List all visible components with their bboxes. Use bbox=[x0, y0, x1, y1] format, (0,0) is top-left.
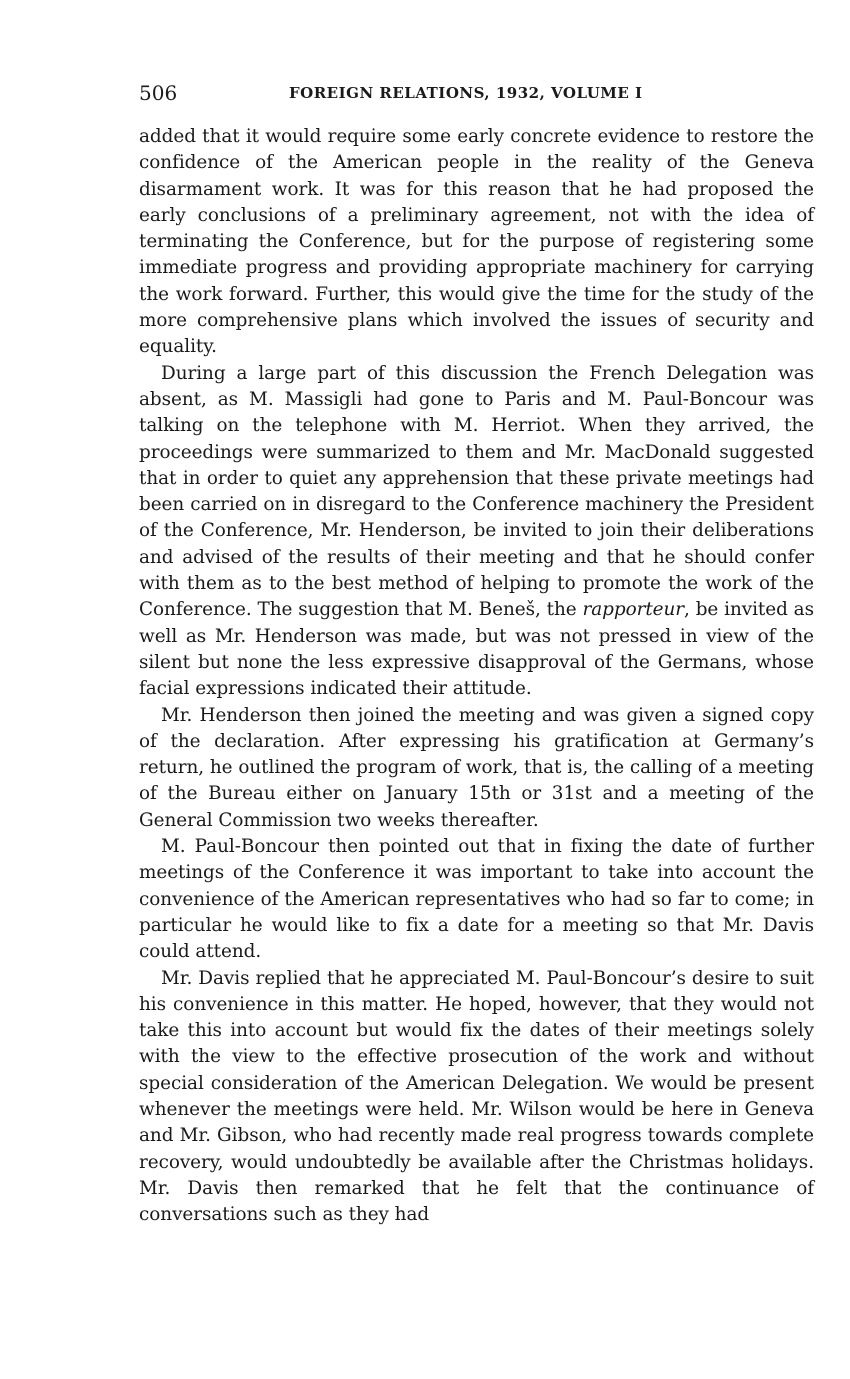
running-head: FOREIGN RELATIONS, 1932, VOLUME I bbox=[289, 84, 643, 102]
page-number: 506 bbox=[139, 81, 178, 105]
page-header bbox=[139, 78, 814, 108]
paragraph-2-text-b: , be invited as well as Mr. Henderson was made, but was not pressed in view of the silent but none the less expressive disapproval of the Germans, whose facial expressions indicated their attitude. bbox=[139, 599, 814, 700]
paragraph-3: Mr. Henderson then joined the meeting and was given a signed copy of the declaration. After expressing his gratification at Germany’s return, he outlined the program of work, that is, the calling of a meeting of the Bureau either on January 15th or 31st and a meeting of the General Commission two weeks thereafter. bbox=[139, 704, 814, 831]
paragraph-1: added that it would require some early concrete evidence to restore the confidence of the American people in the reality of the Geneva disarmament work. It was for this reason that he had proposed the early conclusions of a preliminary agreement, not with the idea of terminating the Conference, but for the purpose of registering some immediate progress and providing appropriate machinery for carrying the work forward. Further, this would give the time for the study of the more comprehensive plans which involved the issues of security and equality. bbox=[139, 126, 814, 358]
paragraph-4: M. Paul-Boncour then pointed out that in fixing the date of further meetings of the Conference it was important to take into account the convenience of the American representatives who had so far to come; in particular he would like to fix a date for a meeting so that Mr. Davis could attend. bbox=[139, 836, 814, 963]
paragraph-2-text-a: During a large part of this discussion the French Delegation was absent, as M. Massigli had gone to Paris and M. Paul-Boncour was talking on the telephone with M. Herriot. When they arrived, the proceedings were summarized to them and Mr. MacDonald suggested that in order to quiet any apprehension that these private meetings had been carried on in disregard to the Conference machinery the President of the Conference, Mr. Henderson, be invited to join their deliberations and advised of the results of their meeting and that he should confer with them as to the best method of helping to promote the work of the Conference. The suggestion that M. Beneš, the bbox=[139, 362, 814, 621]
body-text bbox=[139, 124, 814, 1228]
paragraph-2 bbox=[139, 361, 814, 703]
paragraph-5: Mr. Davis replied that he appreciated M. Paul-Boncour’s desire to suit his convenience in this matter. He hoped, however, that they would not take this into account but would fix the dates of their meetings solely with the view to the effective prosecution of the work and without special consideration of the American Delegation. We would be present whenever the meetings were held. Mr. Wilson would be here in Geneva and Mr. Gibson, who had recently made real progress towards complete recovery, would undoubtedly be available after the Christmas holidays. Mr. Davis then remarked that he felt that the continuance of conversations such as they had bbox=[139, 967, 814, 1226]
document-page bbox=[139, 78, 814, 1228]
paragraph-2-italic: rapporteur bbox=[582, 599, 685, 621]
